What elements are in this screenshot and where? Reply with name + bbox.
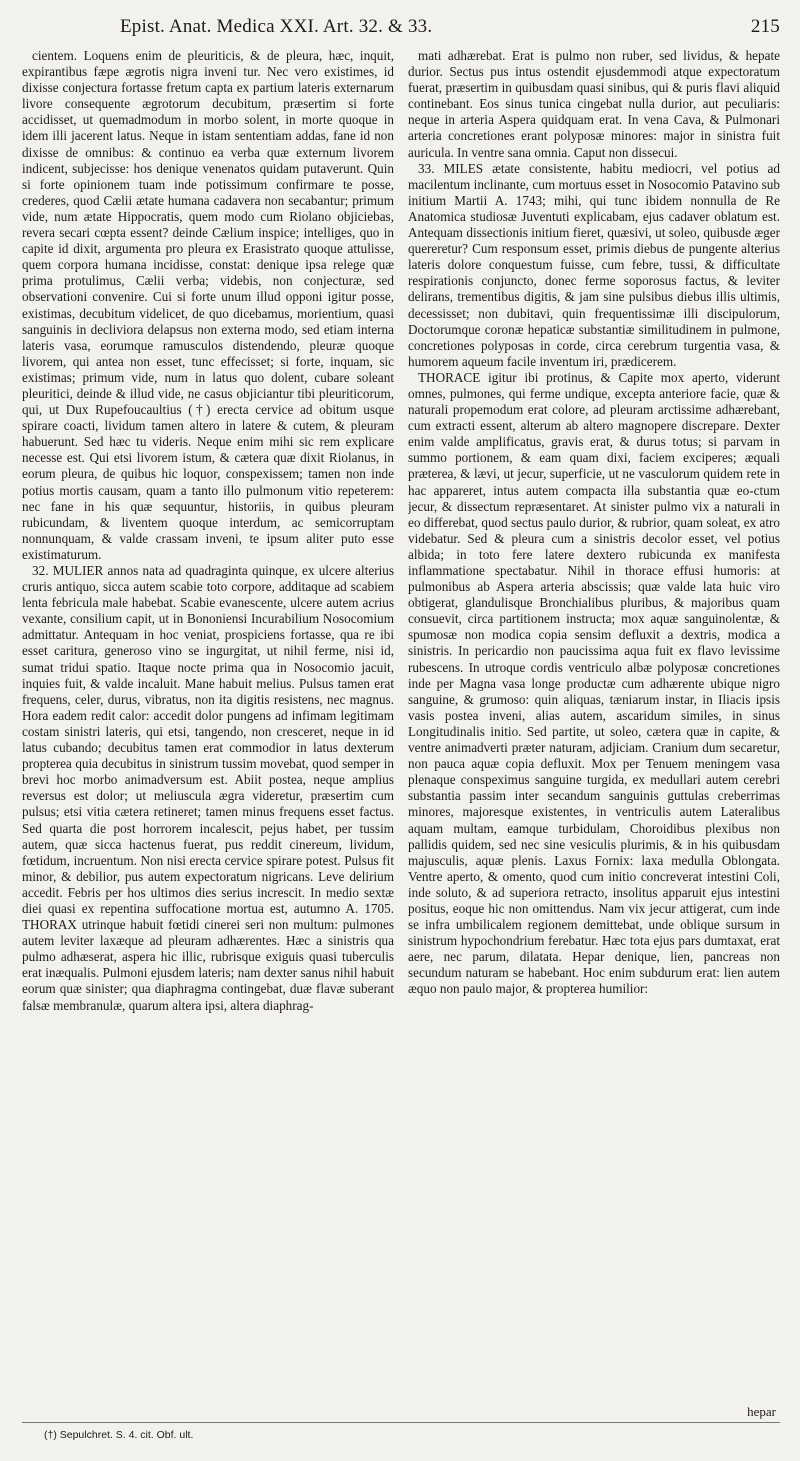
right-column — [408, 48, 780, 1420]
paragraph: 33. MILES ætate consistente, habitu mediocri, vel potius ad macilentum inclinante, cum mortuus esset in Nosocomio Patavino sub initium Martii A. 1743; mihi, qui tunc ibidem nonnulla de Re Anatomica studiosæ Juventuti explicabam, ejus cadaver oblatum est. Antequam dissectionis initium fieret, quæsivi, ut soleo, quibusde æger quereretur? Cum responsum esset, primis diebus de pungente alterius lateris dolore conquestum fuisse, cum febre, tussi, & difficultate respirationis conjuncto, donec ferme soporosus factus, & leviter delirans, trementibus digitis, & jam sine pulsibus diebus illis ultimis, decessisset; non dubitavi, quin frequentissimæ illi discipulorum, Doctorumque coronæ hepaticæ substantiæ similitudinem in pulmone, concretiones polyposas in corde, circa cerebrum turgentia vasa, & humorem aqueum facile inventum iri, prædicerem. — [408, 160, 780, 369]
page-number: 215 — [750, 16, 780, 37]
paragraph: 32. MULIER annos nata ad quadraginta quinque, ex ulcere alterius cruris antiquo, sicca autem scabie toto corpore, additaque ad scabiem lenta febricula male habebat. Scabie evanescente, ulcere autem acrius vexante, consilium capit, ut in Bononiensi Incurabilium Nosocomium admittatur. Antequam in hoc veniat, prospiciens fortasse, qua re ibi esset caritura, generoso vino se ingurgitat, ut nihil ferme, nisi id, sumat tridui spatio. Itaque nocte prima qua in Nosocomio jacuit, inquies fuit, & valde incaluit. Mane habuit melius. Pulsus tamen erat frequens, celer, durus, vibratus, non ita digitis resistens, nec magnus. Hora eadem redit calor: accedit dolor pungens ad infimam legitimam costam sinistri lateris, qui etsi, tangendo, non cresceret, neque in id latus cubando; decubitus tamen erat commodior in latus dexterum propterea quia decubitus in sinistrum tussim movebat, quod semper in brevi hoc morbo animadversum est. Abiit postea, neque amplius reversus est dolor; ut meliuscula ægra videretur, præsertim cum pulsus; etsi vitia cætera retineret; tamen minus frequens esset factus. Sed quarta die post horrorem incalescit, pejus habet, per tussim autem, quæ sicca hactenus fuerat, pus reddit cinereum, lividum, fœtidum, incruentum. Non nisi erecta cervice spirare potest. Pulsus fit minor, & debilior, pus autem expectoratum nigricans. Leve delirium accedit. Febris per hos ultimos dies serius increscit. In medio sextæ diei quasi ex repentina suffocatione mortua est, autumno A. 1705. THORAX utrinque habuit fœtidi cinerei seri non multum: pulmones autem leviter laxæque ad pleuram adhærentes. Hæc a sinistris qua pulmo adhæserat, aspera hic illic, rubrisque exiguis quasi tuberculis erat inæqualis. Pulmoni ejusdem lateris; nam dexter sanus nihil habuit eorum quæ sinister; qua diaphragma contingebat, duæ flavæ suberant falsæ membranulæ, quarum altera ipsi, altera diaphrag- — [22, 563, 394, 1013]
catchword: hepar — [747, 1404, 776, 1419]
paragraph: cientem. Loquens enim de pleuriticis, & de pleura, hæc, inquit, expirantibus fæpe ægrotis nigra inveni tur. Nec vero existimes, id dixisse conjectura fortasse fretum capta ex partium lateris externarum livore consequente ægrotorum decubitum, præsertim si forte accidisset, ut quemadmodum in morbo solent, in morte quoque in idem illi jacerent latus. Neque in istam sententiam addas, fane id non dixisse de omnibus: & continuo ea verba quæ externum livorem indicent, subjecisse: hos denique venenatos quidam putaverunt. Quin si forte opinionem tuam inde potissimum confirmare te posse, crederes, quod Cælii ætate humana cadavera non secabantur; primum vide, num ætate Hippocratis, quem modo cum Riolano objiciebas, revera secari cœpta essent? deinde Cælium inspice; intelliges, quo in capite id dixit, argumenta pro pleura ex Erasistrato quoque attulisse, quem corpora humana incidisse, constat: denique ipsa relege quæ prima protulimus, Cælii verba; videbis, non conjecturæ, sed observationi convenire. Cui si forte unum illud opponi igitur posse, existimas, decubitum videlicet, de quo dicebamus, morientium, quasi sanguinis in decliviora delapsus non externa modo, sed etiam interna lateris vasa, eorumque ramusculos distendendo, pleuræ quoque livorem, qui antea non esset, tunc effecisset; si forte, inquam, sic existimas; primum vide, num in latus quo dolent, cubare soleant pleuritici, deinde & illud vide, ne casus objiciantur tibi pleuriticorum, qui, ut Dux Rupefoucaultius (†) erecta cervice ad obitum usque spirare coacti, lividum tamen altero in latere & cutem, & pleuram habuerunt. Sed hæc tu videris. Neque enim mihi sic rem explicare necesse est. Qui etsi livorem istum, & cætera quæ dixit Riolanus, in eorum pleura, de quibus hic loquor, conspexissem; tamen non inde potius mortis causam, quam a tanto illo pulmonum vitio repeterem: nec fane in his quæ sequuntur, historiis, in quibus pleuram rubicundam, & liventem quoque interdum, ac semicorruptam nonnunquam, & valde crassam inveni, te ipsum aliter puto esse existimaturum. — [22, 48, 394, 562]
footnote-divider — [22, 1422, 780, 1423]
footnote: (†) Sepulchret. S. 4. cit. Obf. ult. — [44, 1429, 194, 1441]
paragraph: mati adhærebat. Erat is pulmo non ruber, sed lividus, & hepate durior. Sectus pus intus ostendit ejusdemmodi atque expectoratum fuerat, præsertim in quibusdam quasi sinibus, qui & puris flavi aliquid continebant. Eos sinus tunica cingebat nulla durior, aut peculiaris: neque in arteria Aspera quidquam erat. In vena Cava, & Pulmonari arteria concretiones erant polyposæ minores: major in sinistra fuit auricula. In ventre sana omnia. Caput non dissecui. — [408, 48, 780, 160]
header-title: Epist. Anat. Medica XXI. Art. 32. & 33. — [120, 16, 433, 37]
left-column — [22, 48, 394, 1420]
paragraph: THORACE igitur ibi protinus, & Capite mox aperto, viderunt omnes, pulmones, qui ferme undique, excepta anteriore facie, quæ & naturali propemodum erat colore, ad pleuram arctissime adhærebant, cum extracti essent, alterum ab altero magnopere discrepare. Dexter enim valde amplificatus, gravis erat, & durus totus; si parvam in summo portionem, & eam quam dixi, faciem exciperes; æquali præterea, & lævi, ut jecur, superficie, ut ne vasculorum quidem rete in hac appareret, intus autem compacta illa substantia quæ eo-ctum jecur, & dissectum repræsentaret. At sinister pulmo vix a naturali in eo differebat, quod sectus paulo durior, & rubrior, quam soleat, ex atro videbatur. Sed & pleura cum a sinistris decolor esset, vel potius albida; in toto fere latere dextero rubicunda ex manifesta inflammatione spectabatur. Nihil in thorace effusi humoris: at pulmonibus ab Aspera arteria abscissis; quæ valde lata huic viro obtigerat, glandulisque Bronchialibus pluribus, & majoribus quam consuevit, circa partitionem instructa; mox aquæ sanguinolentæ, & spumosæ non modica copia sensim defluxit a dextris, modica a sinistris. In pericardio non paucissima aqua fuit ex flavo levissime rubescens. In utroque cordis ventriculo albæ polyposæ concretiones inde per Magna vasa longe productæ cum adhærente ubique nigro sanguine, & grumoso: quin aliquas, tæniarum instar, in Iliacis ipsis vasis postea inveni, alias autem, ascaridum similes, in sinus Longitudinalis initio. Sed partite, ut soleo, cætera quæ in capite, & ventre animadverti præter naturam, adjiciam. Cranium dum secaretur, non pauca aquæ copia defluxit. Mox per Tenuem meningem vasa plenaque conspeximus sanguine turgida, ex medullari autem cerebri substantia passim inter secandum sanguinis guttulas creberrimas minores, majoresque existentes, in ventriculis autem Lateralibus aquam multam, eamque turbidulam, Choroidibus plexibus non pallidis quidem, sed nec sine vesiculis plurimis, & in his quibusdam majusculis, aquæ plenis. Laxus Fornix: laxa medulla Oblongata. Ventre aperto, & omento, quod cum initio concreverat intestini Coli, inde soluto, & ad superiora retracto, insolitus apparuit ejus intestini positus, eoque hic non omittendus. Nam vix jecur attigerat, cum inde se infra umbilicalem regionem demittebat, unde oblique sursum in sinistrum hypochondrium ferebatur. Hæc tota ejus pars dumtaxat, erat aere, nec parum, dilatata. Hepar denique, lien, pancreas non secundum naturam se habebant. Hoc enim subdurum erat: lien autem æquo non paulo major, & propterea humilior: — [408, 369, 780, 997]
running-header — [120, 16, 780, 46]
